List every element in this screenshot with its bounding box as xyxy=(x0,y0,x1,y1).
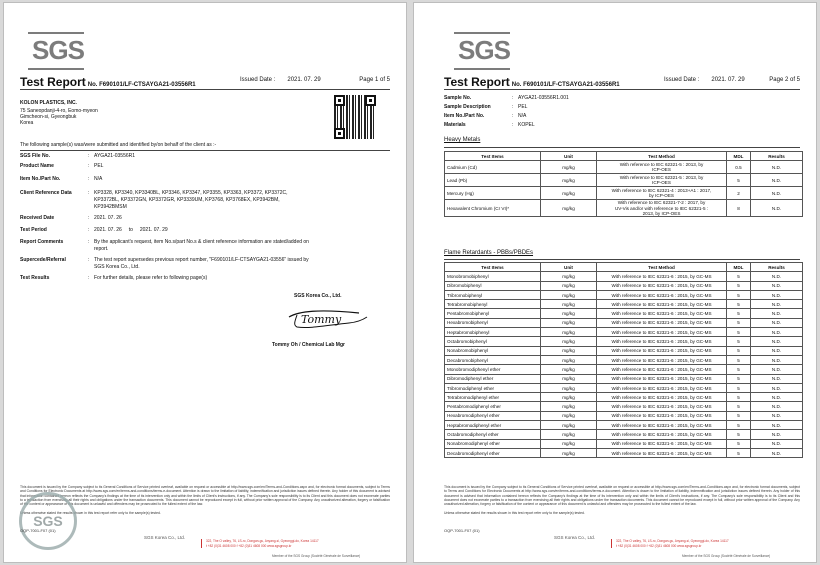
test-method: With reference to IEC 62321-6 : 2015, by GC-MS xyxy=(597,393,727,402)
column-header: Unit xyxy=(541,263,597,272)
test-item: Pentabromodiphenyl ether xyxy=(445,402,541,411)
result: N.D. xyxy=(751,318,803,327)
issued-value: 2021. 07. 29 xyxy=(287,77,321,83)
test-item: Monobromobiphenyl xyxy=(445,272,541,281)
result: N.D. xyxy=(751,393,803,402)
colon: : xyxy=(88,176,90,182)
field-label: Report Comments xyxy=(20,239,64,245)
test-method: With reference to IEC 62321-6 : 2015, by GC-MS xyxy=(597,281,727,290)
signatory-name: Tommy Oh / Chemical Lab Mgr xyxy=(272,342,345,348)
test-item: Dibromodiphenyl ether xyxy=(445,374,541,383)
page-number: Page 2 of 5 xyxy=(769,77,800,83)
unit: mg/kg xyxy=(541,290,597,299)
table-row xyxy=(445,161,803,174)
unit: mg/kg xyxy=(541,187,597,200)
mdl: 2 xyxy=(727,187,751,200)
field-value: KOPEL xyxy=(518,122,535,128)
flame-retardants-table xyxy=(444,262,803,458)
field-label: Sample Description xyxy=(444,104,491,110)
test-method: With reference to IEC 62321-6 : 2015, by GC-MS xyxy=(597,300,727,309)
method-line: UV-Vis and/or with reference to IEC 62321-5 : xyxy=(614,205,709,211)
sgs-seal xyxy=(19,492,77,550)
table-row xyxy=(445,355,803,364)
column-header: Unit xyxy=(541,152,597,161)
table-row xyxy=(445,402,803,411)
unit: mg/kg xyxy=(541,272,597,281)
signature-script: Tommy xyxy=(301,313,342,326)
method-line: With reference to IEC 62321-7-2 : 2017, by xyxy=(617,200,706,206)
column-header: Results xyxy=(751,152,803,161)
field-value: PEL xyxy=(518,104,528,110)
footer-address xyxy=(201,539,319,548)
report-page-2 xyxy=(413,2,817,563)
table-row xyxy=(445,374,803,383)
unit: mg/kg xyxy=(541,402,597,411)
unit: mg/kg xyxy=(541,411,597,420)
result: N.D. xyxy=(751,272,803,281)
result: N.D. xyxy=(751,187,803,200)
column-header: MDL xyxy=(727,152,751,161)
test-method xyxy=(597,161,727,174)
method-line: ICP-OES xyxy=(652,180,671,186)
table-row xyxy=(445,393,803,402)
unit: mg/kg xyxy=(541,448,597,457)
mdl: 5 xyxy=(727,337,751,346)
mdl: 5 xyxy=(727,281,751,290)
result: N.D. xyxy=(751,346,803,355)
mdl: 5 xyxy=(727,272,751,281)
logo-text: SGS xyxy=(32,35,84,65)
logo-text: SGS xyxy=(458,35,510,65)
mdl: 5 xyxy=(727,421,751,430)
test-item: Hexabromobiphenyl xyxy=(445,318,541,327)
qr-finder xyxy=(334,128,345,139)
test-method xyxy=(597,200,727,217)
field-label: Item No./Part No. xyxy=(444,113,485,119)
table-row xyxy=(445,318,803,327)
intro-divider xyxy=(20,150,390,151)
field-value: AYGA21-03556R1 xyxy=(94,153,136,159)
table-row xyxy=(445,439,803,448)
colon: : xyxy=(88,215,90,221)
test-method: With reference to IEC 62321-6 : 2015, by GC-MS xyxy=(597,346,727,355)
field-value: The test report supersedes previous report number, "F690101/LF-CTSAYGA21-03556" issued by xyxy=(94,257,309,263)
test-item: Monobromodiphenyl ether xyxy=(445,365,541,374)
report-number: No. F690101/LF-CTSAYGA21-03556R1 xyxy=(511,82,620,88)
method-line: With reference to IEC 62321-5 : 2013, by xyxy=(619,162,704,168)
test-item: Decabromodiphenyl ether xyxy=(445,448,541,457)
field-label: Product Name xyxy=(20,163,54,169)
result: N.D. xyxy=(751,328,803,337)
heavy-metals-heading: Heavy Metals xyxy=(444,137,481,143)
test-method: With reference to IEC 62321-6 : 2015, by GC-MS xyxy=(597,309,727,318)
footer-contact-line: t +82 (0)31 4608 000 f +82 (0)31 4608 000 www.sgsgroup.kr xyxy=(206,543,292,548)
column-header: Test Items xyxy=(445,152,541,161)
mdl: 5 xyxy=(727,448,751,457)
mdl: 5 xyxy=(727,174,751,187)
test-item: Hexavalent Chromium (Cr VI)* xyxy=(445,200,541,217)
mdl: 5 xyxy=(727,346,751,355)
table-row xyxy=(445,300,803,309)
client-country: Korea xyxy=(20,120,34,126)
mdl: 5 xyxy=(727,290,751,299)
field-value: 2021. 07. 26 xyxy=(94,215,122,221)
result: N.D. xyxy=(751,365,803,374)
result: N.D. xyxy=(751,402,803,411)
table-row xyxy=(445,174,803,187)
unit: mg/kg xyxy=(541,174,597,187)
colon: : xyxy=(88,190,90,196)
table-row xyxy=(445,290,803,299)
field-label: Supercede/Referral xyxy=(20,257,66,263)
unit: mg/kg xyxy=(541,328,597,337)
colon: : xyxy=(512,113,514,119)
test-item: Tribromodiphenyl ether xyxy=(445,383,541,392)
field-label: Received Date xyxy=(20,215,55,221)
field-label: Client Reference Data xyxy=(20,190,72,196)
field-value: PEL xyxy=(94,163,104,169)
result: N.D. xyxy=(751,448,803,457)
field-label: Sample No. xyxy=(444,95,472,101)
test-method: With reference to IEC 62321-6 : 2015, by GC-MS xyxy=(597,383,727,392)
section-divider xyxy=(444,259,800,260)
result: N.D. xyxy=(751,374,803,383)
result: N.D. xyxy=(751,355,803,364)
result: N.D. xyxy=(751,200,803,217)
table-row xyxy=(445,272,803,281)
result: N.D. xyxy=(751,174,803,187)
column-header: Results xyxy=(751,263,803,272)
test-method: With reference to IEC 62321-6 : 2015, by GC-MS xyxy=(597,421,727,430)
signature-company: SGS Korea Co., Ltd. xyxy=(294,293,342,299)
table-row xyxy=(445,328,803,337)
colon: : xyxy=(88,257,90,263)
header-divider xyxy=(20,89,390,90)
method-line: by ICP-OES xyxy=(648,193,675,199)
test-item: Tribromobiphenyl xyxy=(445,290,541,299)
result: N.D. xyxy=(751,337,803,346)
result: N.D. xyxy=(751,161,803,174)
report-page-1 xyxy=(3,2,407,563)
table-row xyxy=(445,448,803,457)
unit: mg/kg xyxy=(541,439,597,448)
footer-company: SGS Korea Co., Ltd. xyxy=(144,535,186,540)
flame-table-body xyxy=(445,263,803,458)
terms-text: This document is issued by the Company subject to its General Conditions of Service printed overleaf, available on request or accessible at http://www.sgs.com/en/Terms-and-Conditions.aspx and, for electronic format documents, subject to Terms and Conditions for Electronic Documents at http://www.sgs.com/en/terms-and-conditions/terms-e-document. Attention is drawn to the limitation of liability, indemnification and jurisdiction issues defined therein. Any holder of this document is advised that information contained hereon reflects the Company's findings at the time of its intervention only and within the limits of Client's instructions, if any. The Company's sole responsibility is to its Client and this document does not exonerate parties to a transaction from exercising all their rights and obligations under the transaction documents. This document cannot be reproduced except in full, without prior written approval of the Company. Any unauthorized alteration, forgery or falsification of the content or appearance of this document is unlawful and offenders may be prosecuted to the fullest extent of the law. xyxy=(444,485,800,507)
seal-text: SGS xyxy=(33,513,63,529)
field-label: Test Results xyxy=(20,275,50,281)
unit: mg/kg xyxy=(541,374,597,383)
colon: : xyxy=(88,153,90,159)
signature-image xyxy=(279,305,369,331)
test-item: Tetrabromodiphenyl ether xyxy=(445,393,541,402)
result: N.D. xyxy=(751,430,803,439)
result: N.D. xyxy=(751,309,803,318)
table-row xyxy=(445,421,803,430)
form-number: OQP-7001-F07 (01) xyxy=(20,528,56,533)
table-row xyxy=(445,281,803,290)
test-item: Octabromobiphenyl xyxy=(445,337,541,346)
colon: : xyxy=(88,227,90,233)
field-value: N/A xyxy=(518,113,527,119)
client-address-1: 75 Saneopdanji-4-ro, Eomo-myeon xyxy=(20,108,98,114)
footer-member: Member of the SGS Group (Société Générale de Surveillance) xyxy=(682,554,771,558)
field-value: KP3372BL, KP3372GN, KP3372GR, KP3339UM, KP3768, KP3768EX, KP3942BM, xyxy=(94,197,280,203)
test-method: With reference to IEC 62321-6 : 2015, by GC-MS xyxy=(597,328,727,337)
mdl: 5 xyxy=(727,309,751,318)
test-method: With reference to IEC 62321-6 : 2015, by GC-MS xyxy=(597,355,727,364)
unit: mg/kg xyxy=(541,200,597,217)
result: N.D. xyxy=(751,300,803,309)
table-row xyxy=(445,365,803,374)
test-item: Tetrabromobiphenyl xyxy=(445,300,541,309)
field-label: Test Period xyxy=(20,227,47,233)
client-name: KOLON PLASTICS, INC. xyxy=(20,100,77,106)
table-row xyxy=(445,411,803,420)
test-item: Pentabromobiphenyl xyxy=(445,309,541,318)
test-item: Lead (Pb) xyxy=(445,174,541,187)
mdl: 5 xyxy=(727,300,751,309)
colon: : xyxy=(512,95,514,101)
table-row xyxy=(445,200,803,217)
footer-company: SGS Korea Co., Ltd. xyxy=(554,535,596,540)
unit: mg/kg xyxy=(541,355,597,364)
unit: mg/kg xyxy=(541,337,597,346)
sgs-logo xyxy=(32,34,84,67)
field-value: N/A xyxy=(94,176,103,182)
unit: mg/kg xyxy=(541,430,597,439)
unit: mg/kg xyxy=(541,161,597,174)
mdl: 5 xyxy=(727,365,751,374)
test-item: Octabromodiphenyl ether xyxy=(445,430,541,439)
test-method xyxy=(597,187,727,200)
form-number: OQP-7001-F07 (01) xyxy=(444,528,480,533)
mdl: 5 xyxy=(727,402,751,411)
method-line: ICP-OES xyxy=(652,167,671,173)
page-number: Page 1 of 5 xyxy=(359,77,390,83)
issued-date xyxy=(664,77,745,83)
field-label: Materials xyxy=(444,122,466,128)
test-method: With reference to IEC 62321-6 : 2015, by GC-MS xyxy=(597,337,727,346)
unit: mg/kg xyxy=(541,365,597,374)
test-method: With reference to IEC 62321-6 : 2015, by GC-MS xyxy=(597,402,727,411)
colon: : xyxy=(512,104,514,110)
unit: mg/kg xyxy=(541,383,597,392)
intro-text: The following sample(s) was/were submitted and identified by/on behalf of the client as :- xyxy=(20,142,217,148)
test-item: Decabromobiphenyl xyxy=(445,355,541,364)
mdl: 5 xyxy=(727,383,751,392)
field-value: By the applicant's request, item No.s/part No.s & client reference information are stated/added on xyxy=(94,239,309,245)
qr-code xyxy=(334,95,376,139)
test-method: With reference to IEC 62321-6 : 2015, by GC-MS xyxy=(597,290,727,299)
field-value: 2021. 07. 26 to 2021. 07. 29 xyxy=(94,227,168,233)
mdl: 5 xyxy=(727,328,751,337)
field-label: Item No./Part No. xyxy=(20,176,61,182)
mdl: 0.5 xyxy=(727,161,751,174)
test-item: Dibromobiphenyl xyxy=(445,281,541,290)
header-divider xyxy=(444,89,800,90)
method-line: With reference to IEC 62321-4 : 2013+A1 : 2017, xyxy=(611,188,712,194)
field-value: SGS Korea Co., Ltd. xyxy=(94,264,140,270)
issued-label: Issued Date : xyxy=(664,77,700,83)
table-header-row xyxy=(445,263,803,272)
title-text: Test Report xyxy=(444,75,510,89)
qr-finder xyxy=(365,95,376,106)
terms-note: Unless otherwise stated the results shown in this test report refer only to the sample(s) tested. xyxy=(444,511,585,515)
mdl: 5 xyxy=(727,411,751,420)
footer-member: Member of the SGS Group (Société Générale de Surveillance) xyxy=(272,554,361,558)
test-method: With reference to IEC 62321-6 : 2015, by GC-MS xyxy=(597,430,727,439)
qr-finder xyxy=(334,95,345,106)
column-header: MDL xyxy=(727,263,751,272)
test-method: With reference to IEC 62321-6 : 2015, by GC-MS xyxy=(597,318,727,327)
table-row xyxy=(445,187,803,200)
test-item: Cadmium (Cd) xyxy=(445,161,541,174)
colon: : xyxy=(88,163,90,169)
result: N.D. xyxy=(751,281,803,290)
test-method: With reference to IEC 62321-6 : 2015, by GC-MS xyxy=(597,365,727,374)
issued-label: Issued Date : xyxy=(240,77,276,83)
result: N.D. xyxy=(751,439,803,448)
footer-address-line: 322, The O valley, 76, LS-ro, Dongan-gu, Anyang-si, Gyeonggi-do, Korea 14117 xyxy=(206,539,319,544)
test-item: Mercury (Hg) xyxy=(445,187,541,200)
mdl: 5 xyxy=(727,318,751,327)
test-item: Heptabromobiphenyl xyxy=(445,328,541,337)
sgs-logo xyxy=(458,34,510,67)
test-method: With reference to IEC 62321-6 : 2015, by GC-MS xyxy=(597,448,727,457)
unit: mg/kg xyxy=(541,281,597,290)
result: N.D. xyxy=(751,383,803,392)
footer-address xyxy=(611,539,729,548)
footer-contact-line: t +82 (0)31 4608 000 f +82 (0)31 4608 000 www.sgsgroup.kr xyxy=(616,543,702,548)
mdl: 5 xyxy=(727,439,751,448)
test-item: Nonabromodiphenyl ether xyxy=(445,439,541,448)
field-value: KP3328, KP3340, KP3340BL, KP3346, KP3347, KP3355, KP3363, KP3372, KP3372C, xyxy=(94,190,288,196)
field-value: KP3942BMSM xyxy=(94,204,127,210)
table-row xyxy=(445,383,803,392)
mdl: 5 xyxy=(727,355,751,364)
method-line: With reference to IEC 62321-5 : 2013, by xyxy=(619,175,704,181)
table-header-row xyxy=(445,152,803,161)
column-header: Test Items xyxy=(445,263,541,272)
column-header: Test Method xyxy=(597,152,727,161)
colon: : xyxy=(88,239,90,245)
flame-retardants-heading: Flame Retardants - PBBs/PBDEs xyxy=(444,250,534,256)
method-line: 2013, by ICP-OES xyxy=(642,210,681,216)
test-item: Hexabromodiphenyl ether xyxy=(445,411,541,420)
unit: mg/kg xyxy=(541,300,597,309)
test-item: Nonabromobiphenyl xyxy=(445,346,541,355)
mdl: 5 xyxy=(727,430,751,439)
field-value: For further details, please refer to following page(s) xyxy=(94,275,208,281)
table-row xyxy=(445,430,803,439)
report-number: No. F690101/LF-CTSAYGA21-03556R1 xyxy=(87,82,196,88)
mdl: 8 xyxy=(727,200,751,217)
colon: : xyxy=(88,275,90,281)
table-row xyxy=(445,346,803,355)
report-title xyxy=(444,75,620,89)
issued-date xyxy=(240,77,321,83)
test-method: With reference to IEC 62321-6 : 2015, by GC-MS xyxy=(597,439,727,448)
column-header: Test Method xyxy=(597,263,727,272)
result: N.D. xyxy=(751,290,803,299)
field-value: report. xyxy=(94,246,109,252)
title-text: Test Report xyxy=(20,75,86,89)
field-label: SGS File No. xyxy=(20,153,51,159)
table-row xyxy=(445,309,803,318)
report-title xyxy=(20,75,196,89)
test-method: With reference to IEC 62321-6 : 2015, by GC-MS xyxy=(597,272,727,281)
client-address-2: Gimcheon-si, Gyeongbuk xyxy=(20,114,77,120)
result: N.D. xyxy=(751,411,803,420)
terms-note: Unless otherwise stated the results shown in this test report refer only to the sample(s) tested. xyxy=(20,511,161,515)
unit: mg/kg xyxy=(541,393,597,402)
result: N.D. xyxy=(751,421,803,430)
unit: mg/kg xyxy=(541,421,597,430)
unit: mg/kg xyxy=(541,318,597,327)
issued-value: 2021. 07. 29 xyxy=(711,77,745,83)
field-value: AYGA21-03556R1.001 xyxy=(518,95,569,101)
test-item: Heptabromodiphenyl ether xyxy=(445,421,541,430)
section-divider xyxy=(444,147,800,148)
unit: mg/kg xyxy=(541,309,597,318)
test-method: With reference to IEC 62321-6 : 2015, by GC-MS xyxy=(597,411,727,420)
unit: mg/kg xyxy=(541,346,597,355)
terms-text: This document is issued by the Company subject to its General Conditions of Service printed overleaf, available on request or accessible at http://www.sgs.com/en/Terms-and-Conditions.aspx and, for electronic format documents, subject to Terms and Conditions for Electronic Documents at http://www.sgs.com/en/terms-and-conditions/terms-e-document. Attention is drawn to the limitation of liability, indemnification and jurisdiction issues defined therein. Any holder of this document is advised that information contained hereon reflects the Company's findings at the time of its intervention only and within the limits of Client's instructions, if any. The Company's sole responsibility is to its Client and this document does not exonerate parties to a transaction from exercising all their rights and obligations under the transaction documents. This document cannot be reproduced except in full, without prior written approval of the Company. Any unauthorized alteration, forgery or falsification of the content or appearance of this document is unlawful and offenders may be prosecuted to the fullest extent of the law. xyxy=(20,485,390,507)
mdl: 5 xyxy=(727,374,751,383)
table-row xyxy=(445,337,803,346)
mdl: 5 xyxy=(727,393,751,402)
colon: : xyxy=(512,122,514,128)
heavy-metals-table xyxy=(444,151,803,217)
footer-address-line: 322, The O valley, 76, LS-ro, Dongan-gu, Anyang-si, Gyeonggi-do, Korea 14117 xyxy=(616,539,729,544)
test-method xyxy=(597,174,727,187)
test-method: With reference to IEC 62321-6 : 2015, by GC-MS xyxy=(597,374,727,383)
